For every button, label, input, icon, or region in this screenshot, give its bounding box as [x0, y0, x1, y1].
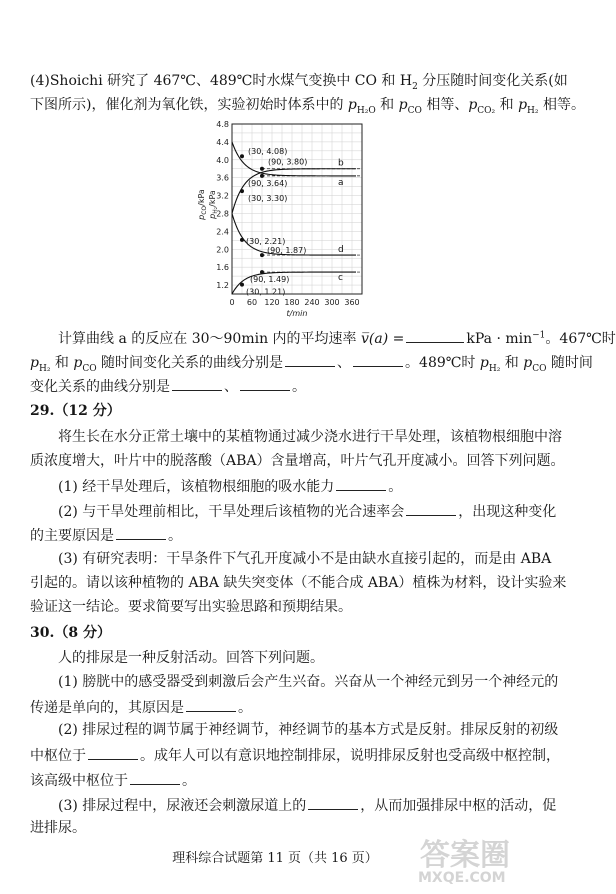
- point-annotation: (30, 4.08): [248, 147, 288, 157]
- sub-h2: H₂: [527, 105, 539, 116]
- q29-intro-2: 质浓度增大，叶片中的脱落酸（ABA）含量增高，叶片气孔开度减小。回答下列问题。: [30, 453, 565, 469]
- point-annotation: (30, 3.30): [248, 194, 288, 204]
- q4-text: 变化关系的曲线分别是: [30, 379, 170, 395]
- q4-text: 。467℃时: [545, 331, 616, 347]
- series-label-b: b: [338, 158, 344, 169]
- q4-text: 分压随时间变化关系(如: [417, 73, 568, 89]
- answer-blank[interactable]: [406, 501, 456, 516]
- q4-text: 相等。: [538, 97, 585, 113]
- answer-blank[interactable]: [88, 745, 138, 760]
- y-axis-label-h2: $p_{H_2}$/kPa: [208, 190, 219, 219]
- x-tick-label: 0: [229, 298, 235, 307]
- q4-text: 和: [495, 97, 519, 113]
- q4-calc-line-2: [30, 352, 593, 374]
- answer-blank[interactable]: [240, 376, 290, 391]
- q29-sub-3-line-1: (3) 有研究表明：干旱条件下气孔开度减小不是由缺水直接引起的，而是由 ABA: [58, 551, 552, 567]
- q29-heading: 29.（12 分）: [30, 403, 121, 419]
- x-tick-label: 120: [264, 298, 280, 307]
- data-point-a: [240, 154, 244, 158]
- answer-blank[interactable]: [116, 525, 166, 540]
- answer-blank[interactable]: [353, 352, 403, 367]
- q4-text: 和: [500, 355, 524, 371]
- x-tick-label: 360: [344, 298, 360, 307]
- rate-symbol: v̅(a) =: [361, 331, 405, 347]
- q4-text: 和: [375, 97, 399, 113]
- x-tick-label: 300: [324, 298, 340, 307]
- var-p: p: [523, 355, 533, 371]
- answer-blank[interactable]: [172, 376, 222, 391]
- q30-intro: 人的排尿是一种反射活动。回答下列问题。: [58, 650, 324, 666]
- q30-sub-2-line-2: [30, 745, 580, 765]
- x-axis-label: t/min: [286, 309, 308, 318]
- q4-text: 、: [337, 355, 352, 371]
- answer-blank[interactable]: [130, 770, 180, 785]
- q29-text: (2) 与干旱处理前相比，干旱处理后该植物的光合速率会: [58, 504, 405, 520]
- watermark-logo: 答案圈: [420, 838, 510, 873]
- q4-line-2: [30, 96, 585, 116]
- var-p: p: [347, 97, 357, 113]
- q29-sub-3-line-2: 引起的。请以该种植物的 ABA 缺失突变体（不能合成 ABA）植株为材料，设计实验来: [30, 575, 567, 591]
- q29-sub-2: [58, 501, 608, 521]
- q30-sub-2-line-1: (2) 排尿过程的调节属于神经调节，神经调节的基本方式是反射。排尿反射的初级: [58, 722, 559, 738]
- q4-text: 计算曲线 a 的反应在 30～90min 内的平均速率: [58, 331, 361, 347]
- partial-pressure-chart: [170, 116, 380, 322]
- var-p: p: [479, 355, 489, 371]
- q29-text: 的主要原因是: [30, 528, 114, 544]
- q29-sub-2-cont: [30, 525, 580, 545]
- var-p: p: [398, 97, 408, 113]
- y-tick-label: 1.2: [216, 281, 229, 291]
- q4-text: 、: [224, 379, 238, 395]
- q4-text: 和: [50, 355, 74, 371]
- q30-text: 该高级中枢位于: [30, 773, 128, 789]
- q4-text: 下图所示)，催化剂为氧化铁，实验初始时体系中的: [30, 97, 348, 113]
- q30-sub-3-line-1: [58, 795, 608, 815]
- q29-sub-1: [58, 476, 608, 496]
- q4-sup: −1: [532, 330, 546, 341]
- q30-text: (3) 排尿过程中，尿液还会刺激尿道上的: [58, 798, 307, 814]
- q30-text: 。: [238, 700, 252, 716]
- q30-text: ，从而加强排尿中枢的活动，促: [360, 798, 557, 814]
- q4-text: 相等、: [421, 97, 469, 113]
- answer-blank[interactable]: [285, 352, 335, 367]
- series-label-d: d: [338, 245, 344, 256]
- y-tick-label: 2.8: [216, 209, 229, 219]
- q4-text: (4)Shoichi 研究了 467℃、489℃时水煤气变换中 CO 和 H: [30, 73, 413, 89]
- chart-labels: [197, 120, 360, 318]
- page-footer: 理科综合试题第 11 页（共 16 页）: [172, 851, 378, 866]
- y-tick-label: 3.2: [216, 191, 229, 201]
- sub-h2: H₂: [38, 363, 51, 374]
- var-p: p: [518, 97, 528, 113]
- q29-text: 。: [388, 479, 403, 495]
- q30-sub-1-line-2: [30, 697, 580, 717]
- q30-text: 中枢位于: [30, 748, 86, 764]
- q4-line-1: [30, 72, 580, 90]
- q30-sub-2-line-3: [30, 770, 580, 790]
- q29-text: 。: [168, 528, 182, 544]
- answer-blank[interactable]: [406, 328, 464, 343]
- x-tick-label: 240: [304, 298, 320, 307]
- var-p: p: [73, 355, 83, 371]
- series-label-a: a: [338, 177, 344, 188]
- q30-text: 。成年人可以有意识地控制排尿，说明排尿反射也受高级中枢控制，: [140, 748, 560, 764]
- y-tick-label: 4.0: [216, 155, 229, 165]
- q4-sub: 2: [412, 81, 418, 92]
- data-point-b: [240, 189, 244, 193]
- var-p: p: [30, 355, 39, 371]
- sub-co2: CO₂: [477, 105, 496, 116]
- y-axis-label-co: $p_{CO}$/kPa: [197, 189, 208, 220]
- data-point-c: [260, 270, 264, 274]
- watermark-url: MXQE.COM: [418, 870, 506, 886]
- q29-text: ，出现这种变化: [458, 504, 557, 520]
- var-p: p: [468, 97, 478, 113]
- point-annotation: (30, 1.21): [246, 287, 286, 297]
- q30-text: 。: [182, 773, 196, 789]
- data-point-c: [240, 283, 244, 287]
- q29-intro-1: 将生长在水分正常土壤中的某植物通过减少浇水进行干旱处理，该植物根细胞中溶: [58, 429, 562, 445]
- answer-blank[interactable]: [336, 476, 386, 491]
- x-tick-label: 180: [284, 298, 300, 307]
- point-annotation: (90, 3.64): [248, 178, 288, 188]
- q30-heading: 30.（8 分）: [30, 625, 111, 641]
- data-point-d: [240, 238, 244, 242]
- data-point-a: [260, 174, 264, 178]
- q29-sub-3-line-3: 验证这一结论。要求简要写出实验思路和预期结果。: [30, 599, 352, 615]
- sub-co: CO: [407, 105, 422, 116]
- data-point-b: [260, 167, 264, 171]
- q4-calc-line-3: [30, 376, 580, 396]
- y-tick-label: 2.4: [216, 227, 229, 237]
- q4-text: kPa · min: [466, 331, 533, 347]
- x-tick-label: 60: [246, 298, 258, 307]
- q4-text: 随时间变化关系的曲线分别是: [96, 355, 284, 371]
- point-annotation: (90, 1.87): [267, 246, 307, 256]
- sub-co: CO: [532, 363, 547, 374]
- y-tick-label: 1.6: [216, 263, 229, 273]
- q4-text: 。: [292, 379, 306, 395]
- y-tick-label: 4.8: [216, 120, 229, 129]
- sub-h2: H₂: [488, 363, 501, 374]
- q4-text: 。489℃时: [405, 355, 480, 371]
- q4-calc-line-1: [58, 328, 616, 348]
- y-tick-label: 2.0: [216, 245, 229, 255]
- sub-h2o: H₂O: [356, 105, 376, 116]
- point-annotation: (90, 1.49): [250, 275, 290, 285]
- answer-blank[interactable]: [308, 795, 358, 810]
- q30-sub-3-line-2: 进排尿。: [30, 820, 86, 836]
- q4-text: 随时间: [546, 355, 593, 371]
- data-point-d: [260, 253, 264, 257]
- point-annotation: (30, 2.21): [246, 236, 286, 246]
- point-annotation: (90, 3.80): [268, 157, 308, 167]
- sub-co: CO: [82, 363, 97, 374]
- q30-text: 传递是单向的，其原因是: [30, 700, 184, 716]
- answer-blank[interactable]: [186, 697, 236, 712]
- y-tick-label: 4.4: [216, 137, 229, 147]
- q29-text: (1) 经干旱处理后，该植物根细胞的吸水能力: [58, 479, 335, 495]
- y-tick-label: 3.6: [216, 173, 229, 183]
- series-label-c: c: [338, 273, 343, 284]
- q30-sub-1-line-1: (1) 膀胱中的感受器受到刺激后会产生兴奋。兴奋从一个神经元到另一个神经元的: [58, 674, 559, 690]
